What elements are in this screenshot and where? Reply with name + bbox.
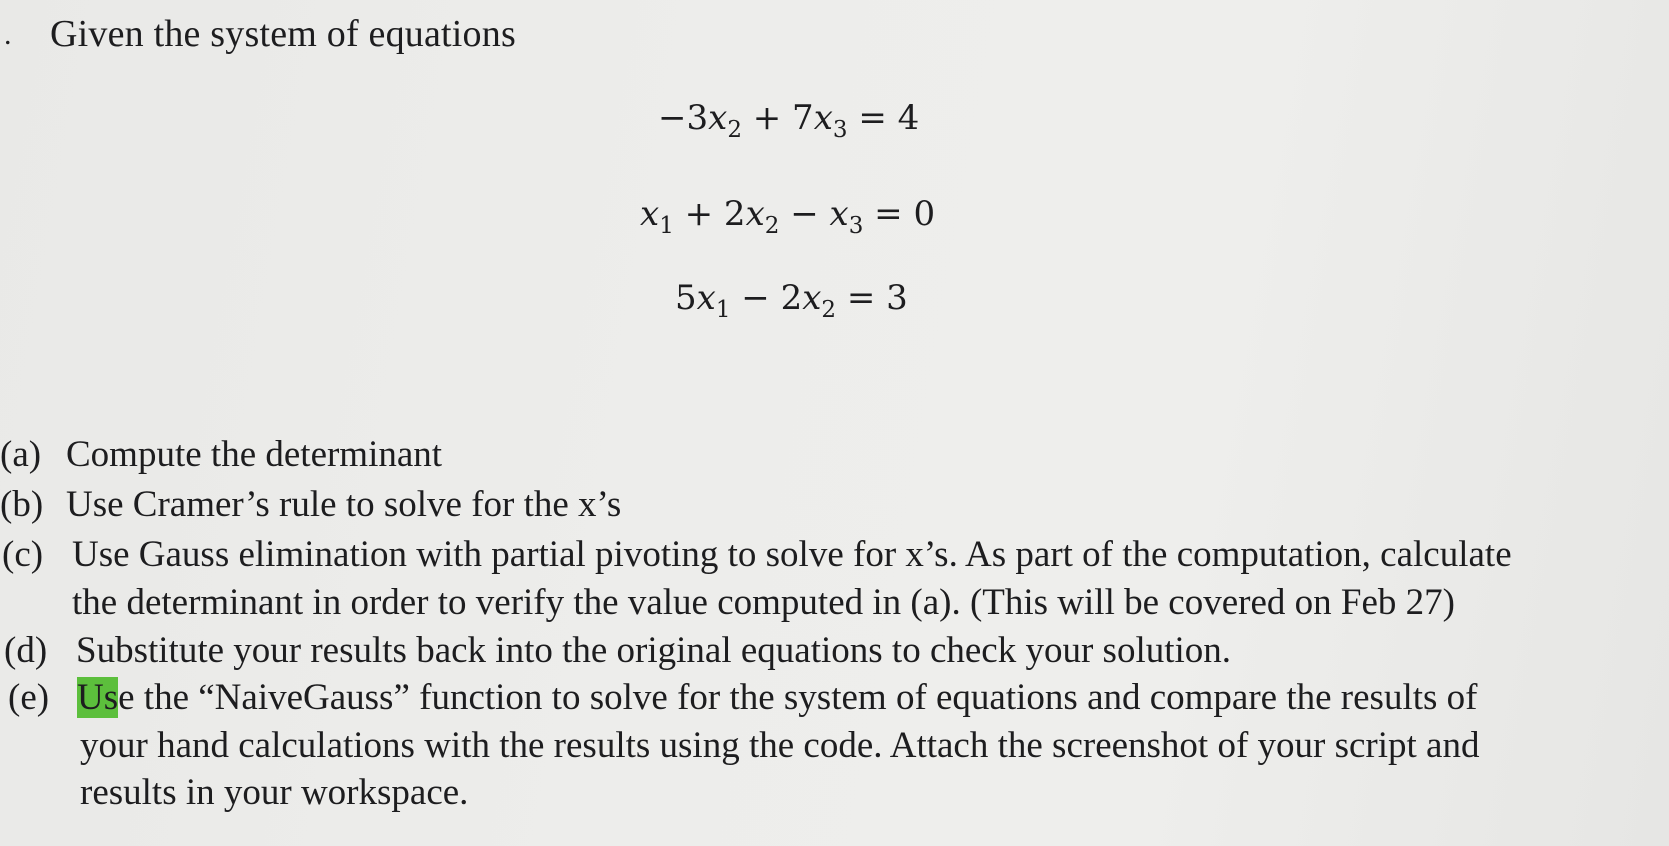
- part-label: (b): [0, 484, 44, 525]
- part-text-line-1: Use Gauss elimination with partial pivoting to solve for x’s. As part of the computation, calculate: [72, 534, 1512, 575]
- equation-3: $5x_1 - 2x_2 = 3$: [675, 278, 908, 323]
- part-label: (e): [8, 677, 50, 718]
- highlighted-text: Us: [77, 677, 119, 718]
- part-text-line-2: your hand calculations with the results using the code. Attach the screenshot of your script and: [80, 725, 1480, 766]
- part-text-line-2: the determinant in order to verify the value computed in (a). (This will be covered on Feb 27): [72, 582, 1455, 623]
- equation-1: $-3x_2 + 7x_3 = 4$: [658, 98, 920, 143]
- part-label: (c): [2, 534, 44, 575]
- equation-2: $x_1 + 2x_2 - x_3 = 0$: [640, 194, 936, 239]
- part-text: Use Cramer’s rule to solve for the x’s: [66, 484, 622, 525]
- part-label: (a): [0, 434, 42, 475]
- part-text: Substitute your results back into the original equations to check your solution.: [76, 630, 1232, 671]
- list-bullet: .: [4, 18, 12, 51]
- part-text-line-3: results in your workspace.: [80, 772, 469, 813]
- part-text-line-1: Use the “NaiveGauss” function to solve for the system of equations and compare the results of: [77, 677, 1478, 718]
- part-label: (d): [4, 630, 48, 671]
- part-text: Compute the determinant: [66, 434, 443, 475]
- intro-text: Given the system of equations: [50, 13, 516, 55]
